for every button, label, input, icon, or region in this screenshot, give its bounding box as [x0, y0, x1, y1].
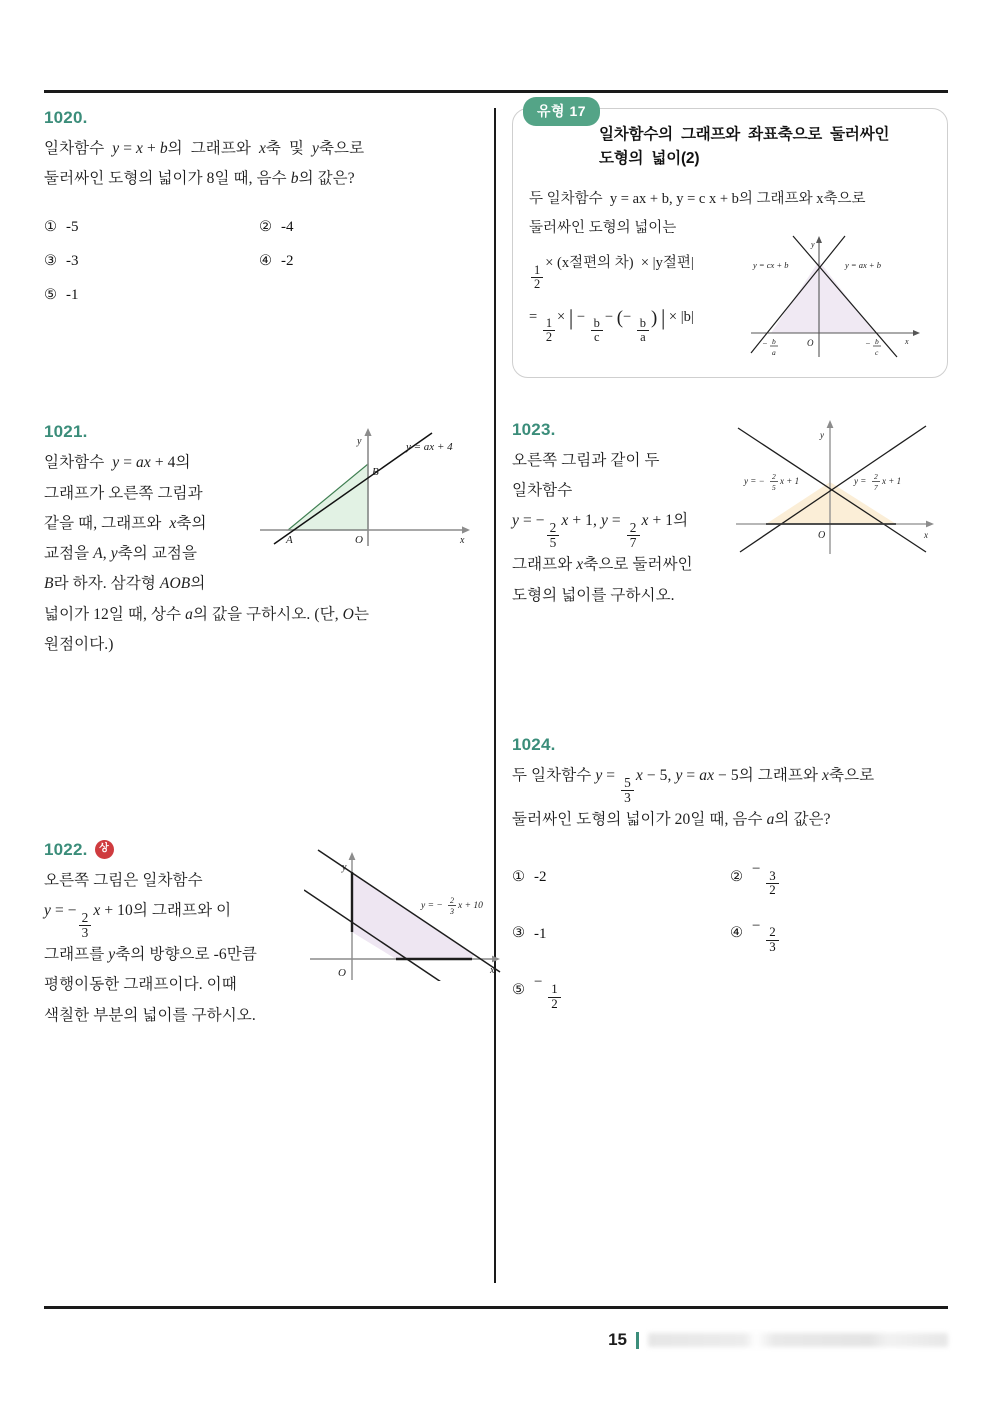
problem-1023-line-2: 일차함수: [512, 482, 573, 500]
figure-1023: [730, 412, 952, 567]
svg-text:y = −: y = −: [744, 476, 765, 486]
type-formula-line-2: = $\frac{1}{2}$ × | − $\frac{b}{c}$ − (− $\frac{b}{a}$ ) | × |b|: [529, 305, 694, 345]
x-axis-arrow: [926, 521, 934, 528]
svg-text:x + 10: x + 10: [458, 900, 483, 911]
type-title-line-1: 일차함수의 그래프와 좌표축으로 둘러싸인: [599, 126, 890, 143]
problem-1020-line-1: 일차함수 y = x + b의 그래프와 x축 및 y축으로: [44, 140, 365, 157]
type17-triangle-svg: [745, 225, 941, 365]
origin-label: O: [338, 966, 346, 979]
choice-mark: ②: [730, 868, 743, 885]
choice-value-fraction: − $\frac{3}{2}$: [752, 857, 781, 898]
choice-mark: ④: [730, 925, 743, 942]
problem-1021-line-7: 원점이다.): [44, 635, 114, 653]
left-line-label-1023: [743, 472, 799, 492]
x-axis-arrow: [913, 330, 920, 336]
problem-1021-line-3: 같을 때, 그래프와 x축의: [44, 514, 207, 532]
problem-1022-text: [44, 866, 294, 940]
problem-number-label: 1022.: [44, 839, 88, 859]
problem-1022-line-1: 오른쪽 그림은 일차함수: [44, 871, 203, 889]
problem-1024-text: [512, 761, 948, 835]
bottom-rule: [44, 1306, 948, 1309]
problem-number-1020: [44, 108, 474, 128]
problem-1023-line-3: y = − $\frac{2}{5}$ x + 1, y = $\frac{2}{7}$ x + 1의: [512, 512, 689, 551]
problem-1024-line-1: 두 일차함수 y = $\frac{5}{3}$ x − 5, y = ax − 5의 그래프와 x축으로: [512, 766, 875, 805]
choice-value-fraction: − $\frac{2}{3}$: [752, 914, 781, 955]
x-axis-arrow: [462, 527, 470, 534]
page-number: 15: [608, 1330, 627, 1349]
choice-value-fraction: − $\frac{1}{2}$: [534, 970, 563, 1011]
choice-5[interactable]: [44, 280, 259, 310]
problem-number-1024: [512, 735, 948, 755]
parallel-lines-svg: [304, 846, 509, 981]
type-body-line-1: 두 일차함수 y = ax + b, y = c x + b의 그래프와 x축으로: [529, 191, 866, 208]
problem-1023-line-5: 도형의 넓이를 구하시오.: [512, 586, 675, 604]
figure-1021: [256, 418, 486, 553]
x-intercept-left-label: [762, 337, 778, 357]
problem-1020-line-2: 둘러싸인 도형의 넓이가 8일 때, 음수 b의 값은?: [44, 170, 355, 188]
difficulty-badge-sang: 상: [95, 840, 114, 859]
page-number-bar: [636, 1332, 639, 1349]
svg-text:5: 5: [772, 483, 776, 492]
choice-value: -1: [534, 926, 547, 943]
problem-1023-text: [512, 446, 722, 611]
problem-1020-choices: [44, 212, 474, 310]
problem-1022-line-2: y = − $\frac{2}{3}$ x + 10의 그래프와 이: [44, 902, 232, 941]
origin-label: O: [818, 530, 826, 541]
choice-3[interactable]: [44, 246, 259, 276]
problem-number-label: 1020.: [44, 108, 88, 127]
type-body-line-2: 둘러싸인 도형의 넓이는: [529, 220, 677, 237]
problem-number-label: 1021.: [44, 422, 88, 442]
svg-text:−: −: [865, 338, 871, 348]
point-label-b: B: [372, 466, 379, 479]
problem-1022: [44, 839, 495, 1031]
problem-1024-line-2: 둘러싸인 도형의 넓이가 20일 때, 음수 a의 값은?: [512, 810, 831, 828]
problem-1023-line-4: 그래프와 x축으로 둘러싸인: [512, 556, 693, 574]
left-column: [44, 108, 495, 1031]
problem-1021-line-5: B라 하자. 삼각형 AOB의: [44, 575, 206, 593]
choice-5[interactable]: [512, 970, 730, 1011]
problem-1021-line-2: 그래프가 오른쪽 그림과: [44, 484, 203, 502]
svg-text:x + 1: x + 1: [780, 476, 800, 486]
svg-text:2: 2: [450, 895, 454, 905]
problem-1022-line-4: 평행이동한 그래프이다. 이때: [44, 976, 237, 994]
problem-1021-text: [44, 448, 249, 599]
choice-value: -2: [534, 869, 547, 886]
column-divider: [494, 108, 496, 1283]
choice-2[interactable]: [730, 857, 948, 898]
problem-1021-line-4: 교점을 A, y축의 교점을: [44, 545, 198, 563]
choice-1[interactable]: [512, 857, 730, 898]
top-rule: [44, 90, 948, 93]
choice-value: -5: [66, 219, 79, 236]
problem-1021-line-6: 넓이가 12일 때, 상수 a의 값을 구하시오. (단, O는: [44, 605, 370, 623]
svg-text:a: a: [772, 348, 776, 357]
svg-text:b: b: [772, 337, 776, 346]
problem-1021: [44, 422, 474, 660]
point-label-o: O: [355, 534, 363, 547]
y-axis-arrow: [816, 236, 822, 243]
problem-1021-line-1: 일차함수 y = ax + 4의: [44, 454, 191, 472]
x-axis-label: x: [460, 535, 465, 547]
svg-text:2: 2: [874, 472, 878, 481]
problem-1022-line-3: 그래프를 y축의 방향으로 -6만큼: [44, 946, 257, 964]
figure-type17: [745, 225, 941, 370]
type-title-line-2: 도형의 넓이(2): [599, 150, 700, 168]
type-formula-line-1: $\frac{1}{2}$ × (x절편의 차) × |y절편|: [529, 249, 753, 291]
y-axis-label: y: [811, 240, 815, 249]
svg-text:b: b: [875, 337, 879, 346]
type-body: [529, 185, 866, 345]
choice-mark: ②: [259, 218, 272, 235]
x-axis-label: x: [905, 337, 909, 346]
choice-value: -4: [281, 219, 294, 236]
choice-4[interactable]: [730, 914, 948, 955]
y-axis-label: y: [820, 430, 824, 440]
two-lines-triangle-svg: [730, 412, 952, 562]
redacted-footer-text: [648, 1333, 948, 1347]
choice-mark: ⑤: [44, 286, 57, 303]
svg-text:x + 1: x + 1: [882, 476, 902, 486]
choice-2[interactable]: [259, 212, 474, 242]
problem-1022-line-5: 색칠한 부분의 넓이를 구하시오.: [44, 1006, 256, 1024]
y-axis-label: y: [342, 861, 347, 873]
triangle-aob-region: [288, 464, 368, 530]
y-axis-arrow: [827, 420, 834, 428]
problem-number-label: 1023.: [512, 420, 556, 439]
point-label-a: A: [286, 534, 293, 547]
x-intercept-right-label: [865, 337, 881, 357]
type-badge-label: 유형 17: [523, 97, 600, 126]
page-footer: [44, 1330, 948, 1350]
problem-1023-line-1: 오른쪽 그림과 같이 두: [512, 452, 660, 469]
problem-1020-text: [44, 134, 474, 194]
problem-1020: [44, 108, 474, 310]
problem-number-label: 1024.: [512, 734, 556, 754]
type-title: [599, 123, 931, 171]
right-column: [512, 103, 948, 1011]
choice-1[interactable]: [44, 212, 259, 242]
line-label-1022: [420, 896, 483, 916]
triangle-aob-svg: [256, 418, 486, 548]
choice-mark: ①: [512, 868, 525, 885]
y-axis-arrow: [349, 852, 356, 860]
right-line-label: y = ax + b: [845, 260, 882, 270]
problem-1024-choices: [512, 857, 948, 1011]
line-label-1021: y = ax + 4: [406, 441, 453, 454]
problem-1021-text-cont: [44, 600, 474, 660]
choice-mark: ③: [44, 252, 57, 269]
choice-value: -3: [66, 253, 79, 270]
x-axis-label: x: [924, 530, 928, 540]
svg-text:−: −: [762, 338, 768, 348]
y-axis-label: y: [357, 436, 362, 448]
choice-mark: ④: [259, 252, 272, 269]
right-line-label-1023: [853, 472, 901, 492]
x-axis-arrow: [492, 956, 500, 963]
left-line-label: y = cx + b: [753, 260, 789, 270]
choice-mark: ③: [512, 925, 525, 942]
svg-text:2: 2: [772, 472, 776, 481]
svg-text:3: 3: [450, 906, 454, 916]
svg-text:c: c: [875, 348, 879, 357]
x-axis-label: x: [490, 964, 495, 976]
choice-mark: ①: [44, 218, 57, 235]
problem-1024: [512, 735, 948, 1012]
choice-3[interactable]: [512, 914, 730, 955]
figure-1022: [304, 846, 509, 986]
choice-4[interactable]: [259, 246, 474, 276]
choice-mark: ⑤: [512, 982, 525, 999]
choice-value: -2: [281, 253, 294, 270]
choice-value: -1: [66, 287, 79, 304]
problem-1023: [512, 420, 948, 611]
svg-text:7: 7: [874, 483, 878, 492]
origin-label: O: [807, 338, 814, 348]
y-axis-arrow: [364, 428, 371, 436]
type-box-17: [512, 103, 948, 378]
svg-text:y = −: y = −: [421, 900, 443, 911]
svg-text:y =: y =: [854, 476, 867, 486]
